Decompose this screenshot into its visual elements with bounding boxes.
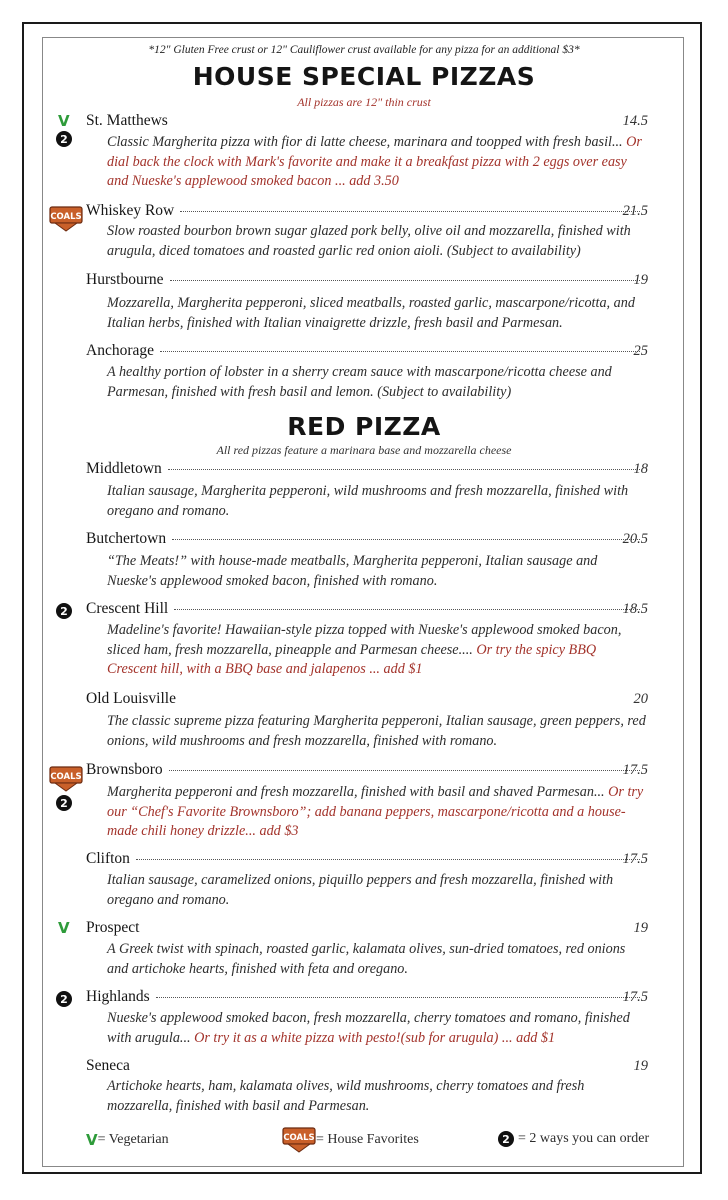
house-favorite-icon [49,205,83,233]
red-section-subtitle: All red pizzas feature a marinara base and mozzarella cheese [216,443,512,457]
item-name: Whiskey Row [86,202,175,219]
item-description: Mozzarella, Margherita pepperoni, sliced meatballs, roasted garlic, mascarpone/ricotta, and Italian herbs, finished with Italian vinaigrette drizzle, fresh basil and Parmesan. [107,295,635,331]
item-price: 19 [633,1058,648,1074]
svg-text:COALS: COALS [50,772,82,782]
item-description: A Greek twist with spinach, roasted garlic, kalamata olives, sun-dried tomatoes, red onions and artichoke hearts, finished with feta and oregano. [107,941,626,977]
item-name: Crescent Hill [86,600,169,617]
item-name: St. Matthews [86,112,168,129]
legend-label: = Vegetarian [97,1132,169,1147]
item-price: 17.5 [622,762,648,778]
legend-house-favorites [282,1126,419,1154]
description-text: Classic Margherita pizza with fior di latte cheese, marinara and toopped with fresh basil... [107,134,623,150]
item-description: “The Meats!” with house-made meatballs, Margherita pepperoni, Italian sausage and Nueske's applewood smoked bacon, finished with romano. [107,553,598,589]
item-name: Highlands [86,988,150,1005]
menu-item-butchertown [86,530,646,550]
item-price: 19 [633,920,648,936]
svg-text:COALS: COALS [50,212,82,222]
description-text: Nueske's applewood smoked bacon, fresh mozzarella, cherry tomatoes and romano, finished with arugula... [107,1010,630,1046]
item-name: Anchorage [86,342,154,359]
item-name: Seneca [86,1057,130,1074]
item-description [107,1009,647,1048]
vegetarian-icon: V [86,1131,98,1149]
house-favorite-icon [282,1126,316,1154]
vegetarian-icon: V [58,919,70,937]
item-name: Prospect [86,919,140,936]
description-variant: Or try our “Chef's Favorite Brownsboro”; add banana peppers, mascarpone/ricotta and a house-made chili honey drizzle... add $3 [107,784,644,839]
legend-vegetarian [86,1131,169,1149]
red-section-title: RED PIZZA [287,412,441,441]
item-description [107,783,647,842]
dot-leader [172,539,640,540]
item-description [107,133,647,192]
dot-leader [174,609,640,610]
dot-leader [160,351,640,352]
dot-leader [168,469,640,470]
vegetarian-icon: V [58,112,70,130]
menu-item-prospect [86,919,646,939]
menu-item-crescent-hill [86,600,646,620]
item-name: Brownsboro [86,761,163,778]
item-description: Slow roasted bourbon brown sugar glazed pork belly, olive oil and mozzarella, finished with arugula, diced tomatoes and roasted garlic red onion aioli. (Subject to availability) [107,223,631,259]
item-description [107,621,647,680]
two-ways-icon: 2 [56,131,72,147]
item-description: Artichoke hearts, ham, kalamata olives, wild mushrooms, cherry tomatoes and fresh mozzarella, finished with basil and Parmesan. [107,1078,585,1114]
two-ways-icon: 2 [498,1131,514,1147]
dot-leader [180,211,640,212]
item-price: 18 [633,461,648,477]
item-description: Italian sausage, Margherita pepperoni, wild mushrooms and fresh mozzarella, finished with oregano and romano. [107,483,629,519]
description-text: Madeline's favorite! Hawaiian-style pizza topped with Nueske's applewood smoked bacon, sliced ham, fresh mozzarella, pineapple and Parmesan cheese.... [107,622,622,658]
item-name: Hurstbourne [86,271,164,288]
item-price: 18.5 [622,601,648,617]
item-name: Middletown [86,460,162,477]
item-price: 25 [633,343,648,359]
item-price: 17.5 [622,851,648,867]
menu-item-old-louisville [86,690,646,710]
description-variant: Or try it as a white pizza with pesto!(sub for arugula) ... add $1 [194,1029,556,1046]
dot-leader [170,280,641,281]
item-name: Clifton [86,850,130,867]
menu-item-whiskey-row [86,202,646,222]
menu-item-seneca [86,1057,646,1077]
item-name: Old Louisville [86,690,176,707]
item-name: Butchertown [86,530,167,547]
item-price: 17.5 [622,989,648,1005]
house-section-subtitle: All pizzas are 12" thin crust [297,95,431,109]
legend-label: = 2 ways you can order [518,1131,650,1146]
item-description: The classic supreme pizza featuring Margherita pepperoni, Italian sausage, green peppers, red onions, wild mushrooms and fresh mozzarella, finished with romano. [107,713,646,749]
two-ways-icon: 2 [56,603,72,619]
dot-leader [169,770,640,771]
item-price: 21.5 [622,203,648,219]
menu-item-anchorage [86,342,646,362]
item-price: 20.5 [622,531,648,547]
description-variant: Or try the spicy BBQ Crescent hill, with a BBQ base and jalapenos ... add $1 [107,641,597,677]
svg-text:COALS: COALS [283,1133,315,1143]
two-ways-icon: 2 [56,795,72,811]
menu-item-brownsboro [86,761,646,781]
menu-item-highlands [86,988,646,1008]
crust-note: *12" Gluten Free crust or 12" Cauliflower crust available for any pizza for an additional $3* [148,44,580,56]
item-price: 20 [633,691,648,707]
item-description: Italian sausage, caramelized onions, piquillo peppers and fresh mozzarella, finished with oregano and romano. [107,872,614,908]
legend-label: = House Favorites [316,1132,419,1147]
description-variant: Or dial back the clock with Mark's favorite and make it a breakfast pizza with 2 eggs over easy and Nueske's applewood smoked bacon ... add 3.50 [107,134,642,189]
item-price: 14.5 [622,113,648,129]
dot-leader [156,997,640,998]
item-price: 19 [633,272,648,288]
menu-item-clifton [86,850,646,870]
two-ways-icon: 2 [56,991,72,1007]
dot-leader [136,859,640,860]
item-description: A healthy portion of lobster in a sherry cream sauce with mascarpone/ricotta cheese and Parmesan, finished with fresh basil and lemon. (Subject to availability) [107,364,612,400]
menu-item-st-matthews [86,112,646,132]
house-section-title: HOUSE SPECIAL PIZZAS [192,62,536,91]
menu-item-middletown [86,460,646,480]
menu-item-hurstbourne [86,271,646,291]
description-text: Margherita pepperoni and fresh mozzarella, finished with basil and shaved Parmesan... [107,784,605,800]
house-favorite-icon [49,765,83,793]
legend-two-ways [498,1131,649,1147]
